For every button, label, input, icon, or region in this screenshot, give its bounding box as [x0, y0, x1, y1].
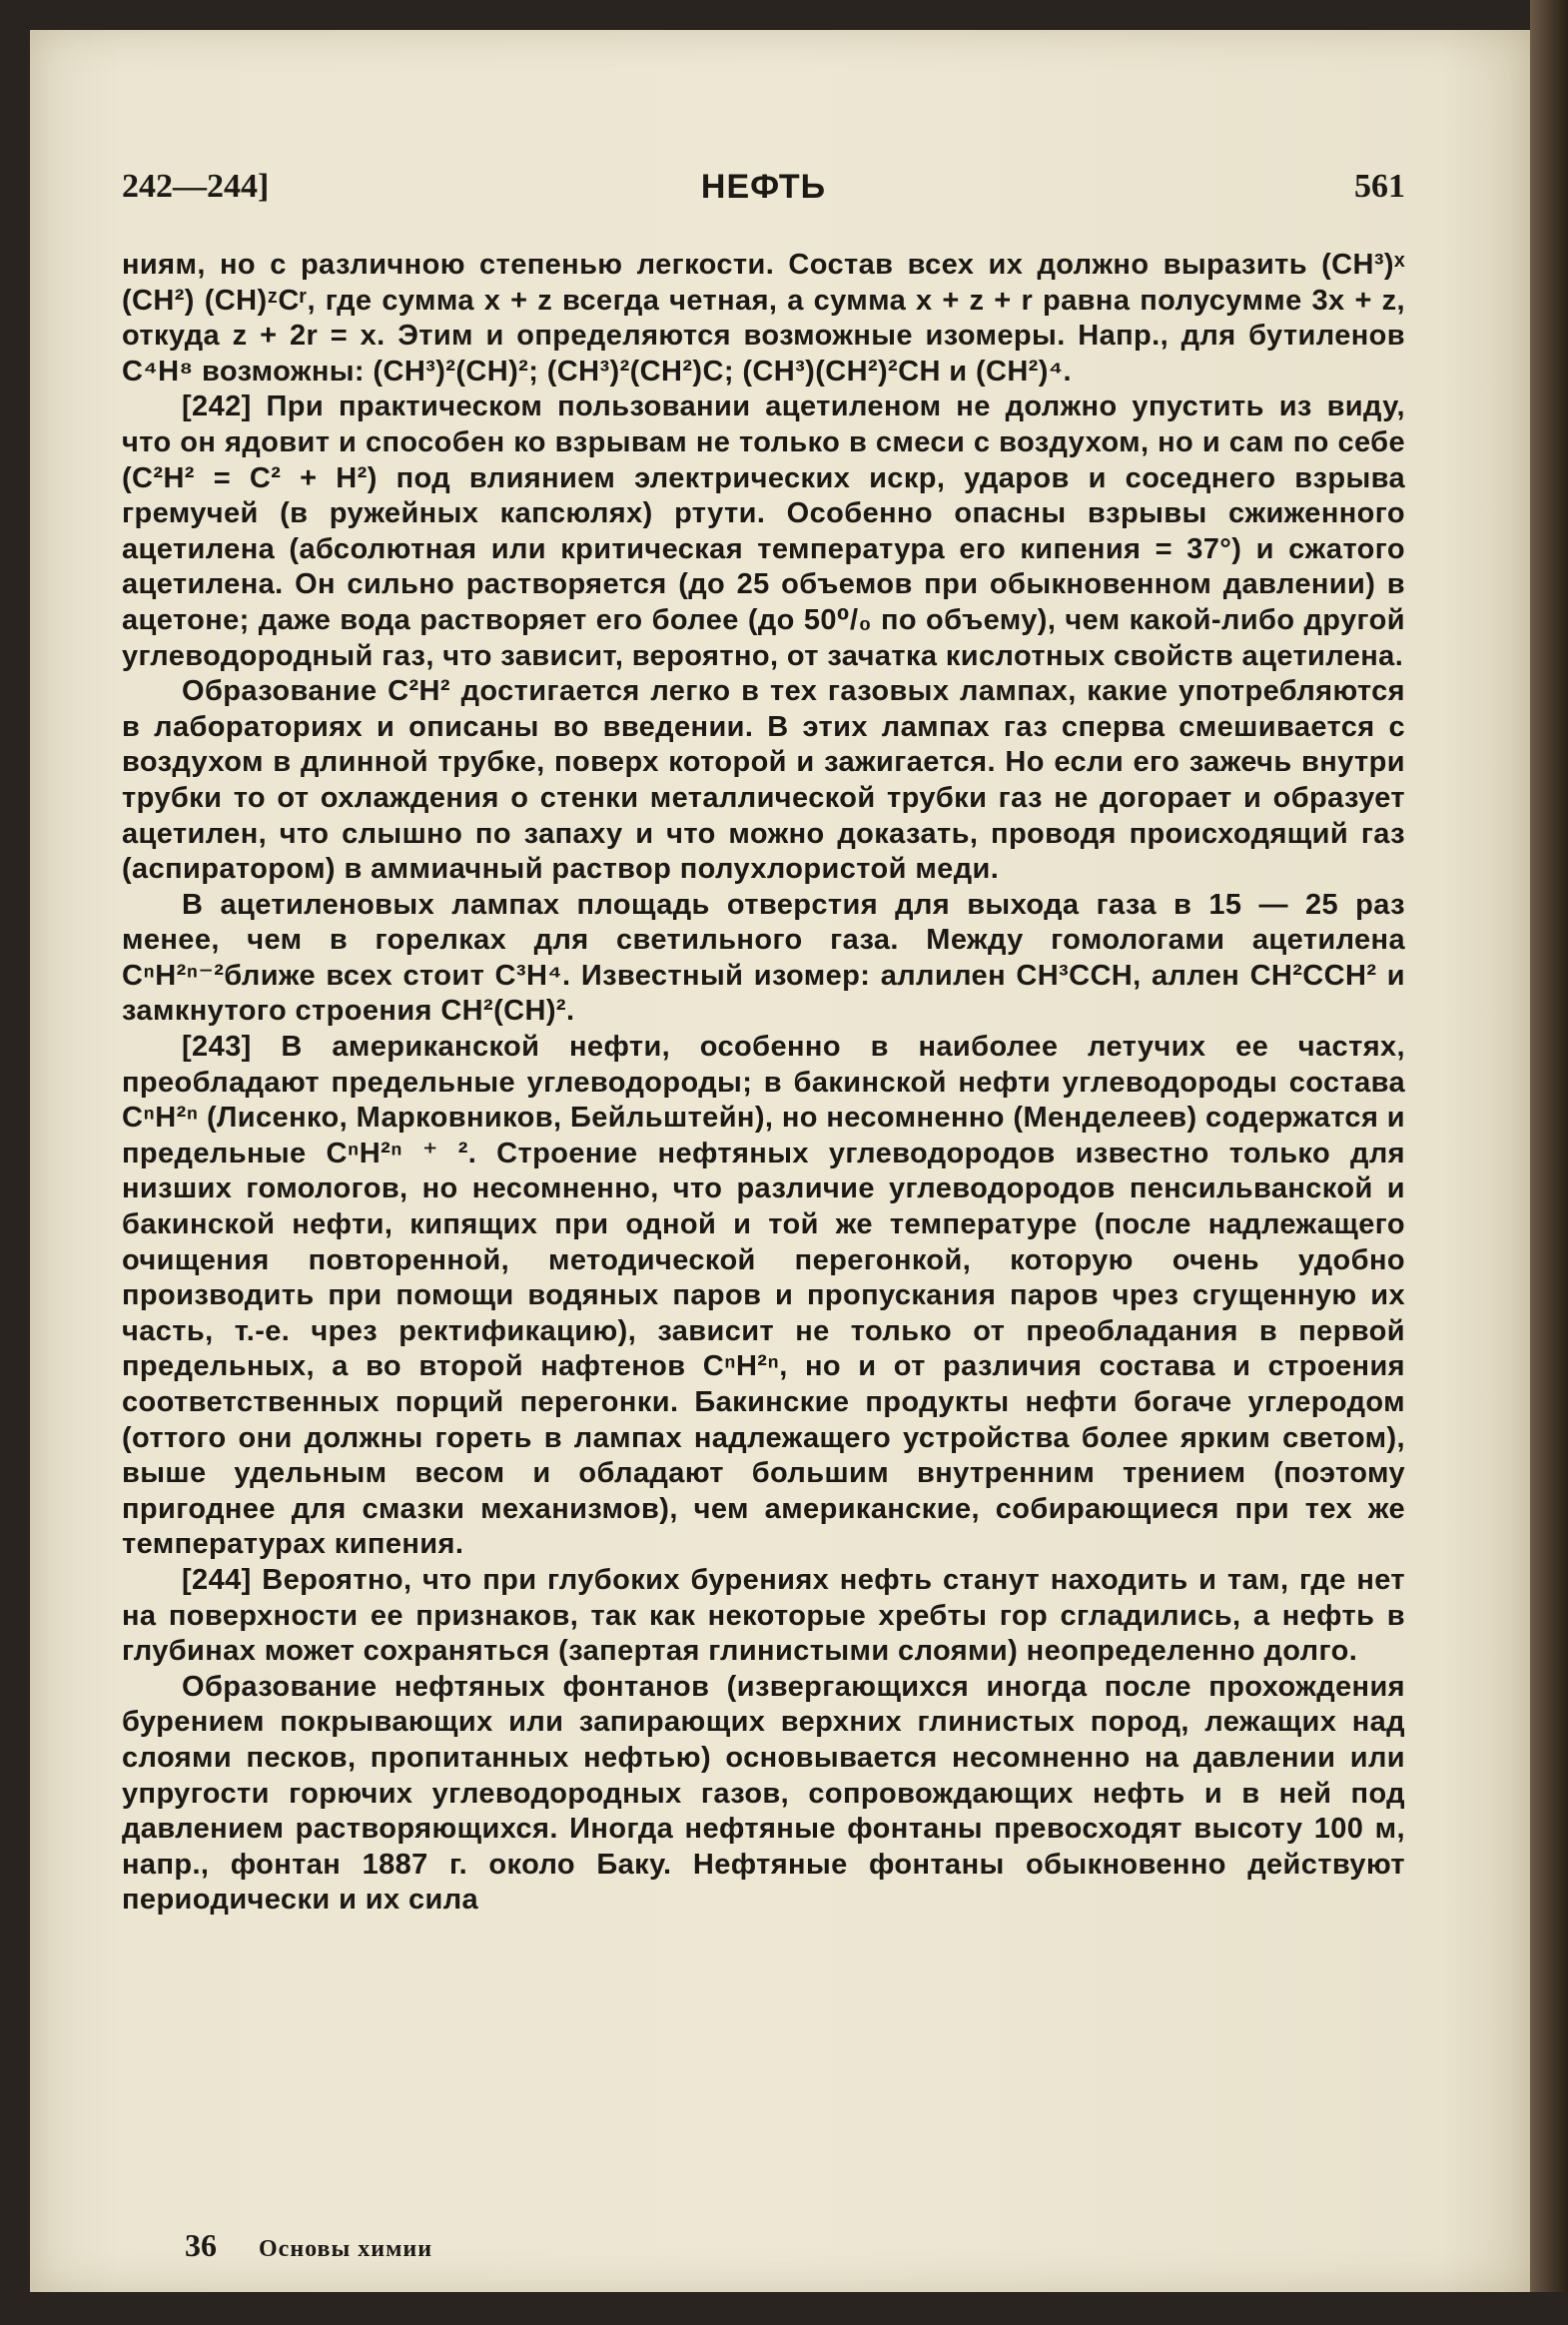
paragraph-continuation: ниям, но с различною степенью легкости. Состав всех их должно выразить (CH³)ˣ (CH²) (CH)ᶻCʳ, где сумма x + z всегда четная, а сумма x + z + r равна полусумме 3x + z, откуда z + 2r = x. Этим и определяются возможные изомеры. Напр., для бутиленов C⁴H⁸ возможны: (CH³)²(CH)²; (CH³)²(CH²)C; (CH³)(CH²)²CH и (CH²)⁴.: [122, 249, 1405, 388]
running-header: [122, 168, 1405, 218]
paragraph-note-244: [244] Вероятно, что при глубоких бурениях нефть станут находить и там, где нет на поверхности ее признаков, так как некоторые хребты гор сгладились, а нефть в глубинах может сохраняться (запертая глинистыми слоями) неопределенно долго.: [122, 1563, 1405, 1668]
page-footer: [185, 2227, 432, 2264]
paragraph-note-242: [242] При практическом пользовании ацетиленом не должно упустить из виду, что он ядовит и способен ко взрывам не только в смеси с воздухом, но и сам по себе (C²H² = C² + H²) под влиянием электрических искр, ударов и соседнего взрыва гремучей (в ружейных капсюлях) ртути. Особенно опасны взрывы сжиженного ацетилена (абсолютная или критическая температура его кипения = 37°) и сжатого ацетилена. Он сильно растворяется (до 25 объемов при обыкновенном давлении) в ацетоне; даже вода растворяет его более (до 50⁰/₀ по объему), чем какой-либо другой углеводородный газ, что зависит, вероятно, от зачатка кислотных свойств ацетилена.: [122, 390, 1405, 672]
book-spine: [1530, 0, 1568, 2292]
paragraph-note-243: [243] В американской нефти, особенно в наиболее летучих ее частях, преобладают предельные углеводороды; в бакинской нефти углеводороды состава CⁿH²ⁿ (Лисенко, Марковников, Бейльштейн), но несомненно (Менделеев) содержатся и предельные CⁿH²ⁿ ⁺ ². Строение нефтяных углеводородов известно только для низших гомологов, но несомненно, что различие углеводородов пенсильванской и бакинской нефти, кипящих при одной и той же температуре (после надлежащего очищения повторенной, методической перегонкой, которую очень удобно производить при помощи водяных паров и пропускания паров чрез сгущенную их часть, т.-е. чрез ректификацию), зависит не только от преобладания в первой предельных, а во второй нафтенов CⁿH²ⁿ, но и от различия состава и строения соответственных порций перегонки. Бакинские продукты нефти богаче углеродом (оттого они должны гореть в лампах надлежащего устройства более ярким светом), выше удельным весом и обладают большим внутренним трением (поэтому пригоднее для смазки механизмов), чем американские, собирающиеся при тех же температурах кипения.: [122, 1031, 1405, 1561]
book-page: [30, 30, 1533, 2324]
signature-number: 36: [185, 2227, 217, 2263]
book-title: Основы химии: [259, 2236, 433, 2262]
page-body: [122, 248, 1405, 1919]
section-range: 242—244]: [122, 168, 270, 205]
paragraph-acetylene-lamps: В ацетиленовых лампах площадь отверстия для выхода газа в 15 — 25 раз менее, чем в горелках для светильного газа. Между гомологами ацетилена CⁿH²ⁿ⁻²ближе всех стоит C³H⁴. Известный изомер: аллилен CH³CCH, аллен CH²CCH² и замкнутого строения CH²(CH)².: [122, 888, 1405, 1028]
printer-mark-icon: ✱: [479, 2295, 501, 2324]
paragraph-oil-fountains: Образование нефтяных фонтанов (извергающихся иногда после прохождения бурением покрывающих или запирающих верхних глинистых пород, лежащих над слоями песков, пропитанных нефтью) основывается несомненно на давлении или упругости горючих углеводородных газов, сопровождающих нефть и в ней под давлением растворяющихся. Иногда нефтяные фонтаны превосходят высоту 100 м, напр., фонтан 1887 г. около Баку. Нефтяные фонтаны обыкновенно действуют периодически и их сила: [122, 1670, 1405, 1917]
page-title: НЕФТЬ: [700, 168, 827, 206]
paragraph-acetylene-formation: Образование C²H² достигается легко в тех газовых лампах, какие употребляются в лабораториях и описаны во введении. В этих лампах газ сперва смешивается с воздухом в длинной трубке, поверх которой и зажигается. Но если его зажечь внутри трубки то от охлаждения о стенки металлической трубки газ не догорает и образует ацетилен, что слышно по запаху и что можно доказать, проводя происходящий газ (аспиратором) в аммиачный раствор полухлористой меди.: [122, 675, 1405, 886]
page-number: 561: [1354, 168, 1405, 205]
